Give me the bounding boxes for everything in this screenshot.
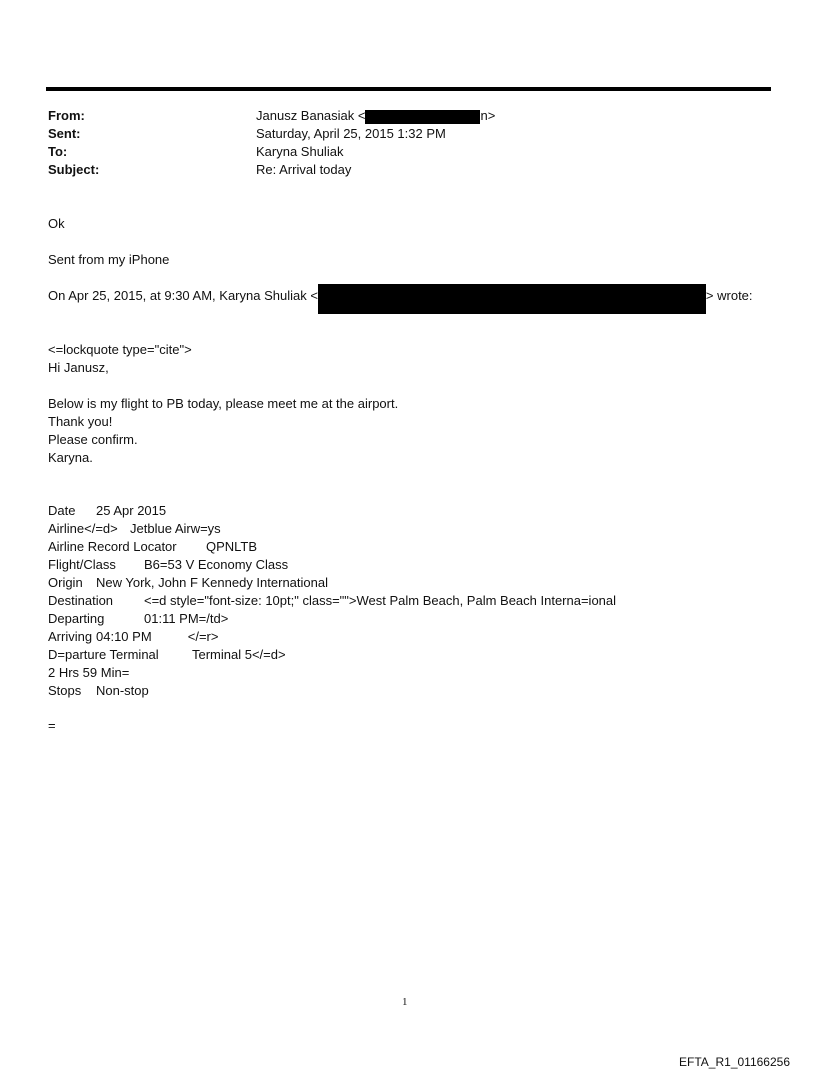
sent-value: Saturday, April 25, 2015 1:32 PM	[256, 126, 446, 141]
itinerary-value: Non-stop	[96, 683, 149, 698]
itinerary-value: 04:10 PM </=r>	[96, 629, 219, 644]
itinerary-label: Flight/Class	[48, 557, 116, 572]
message-line: Below is my flight to PB today, please meet me at the airport.	[48, 396, 399, 411]
document-id: EFTA_R1_01166256	[679, 1055, 790, 1069]
itinerary-row	[48, 538, 257, 556]
itinerary-label: Departing	[48, 611, 105, 626]
from-value	[256, 107, 495, 125]
itinerary-label: Stops	[48, 683, 82, 698]
signature: Sent from my iPhone	[48, 252, 170, 267]
subject-label: Subject:	[48, 162, 100, 177]
itinerary-row	[48, 520, 221, 538]
itinerary-row	[48, 628, 218, 646]
redaction-box	[318, 284, 706, 314]
itinerary-label: Destination	[48, 593, 114, 608]
itinerary-label: Origin	[48, 575, 83, 590]
itinerary-label: 2 Hrs 59 Min=	[48, 665, 130, 680]
itinerary-label: Airline Record Locator	[48, 539, 177, 554]
message-line: Please confirm.	[48, 432, 138, 447]
page-number: 1	[402, 996, 408, 1008]
header-rule	[46, 87, 771, 91]
itinerary-row	[48, 610, 228, 628]
from-name: Janusz Banasiak <	[256, 108, 366, 123]
itinerary-row	[48, 574, 328, 592]
greeting: Hi Janusz,	[48, 360, 109, 375]
subject-value: Re: Arrival today	[256, 162, 352, 177]
sent-label: Sent:	[48, 126, 81, 141]
trailing-char: =	[48, 718, 56, 733]
blockquote-tag: <=lockquote type="cite">	[48, 342, 192, 357]
itinerary-row	[48, 556, 288, 574]
itinerary-row	[48, 664, 129, 682]
to-label: To:	[48, 144, 68, 159]
itinerary-label: Arriving	[48, 629, 93, 644]
reply-text: Ok	[48, 216, 65, 231]
itinerary-value: QPNLTB	[206, 539, 258, 554]
from-label: From:	[48, 108, 85, 123]
from-tail: n>	[480, 108, 496, 123]
quote-intro-tail: > wrote:	[705, 288, 753, 303]
itinerary-value: Terminal 5</=d>	[192, 647, 286, 662]
itinerary-value: Jetblue Airw=ys	[130, 521, 221, 536]
itinerary-label: Date	[48, 503, 76, 518]
itinerary-row	[48, 682, 149, 700]
to-value: Karyna Shuliak	[256, 144, 344, 159]
itinerary-value: 25 Apr 2015	[96, 503, 167, 518]
itinerary-value: B6=53 V Economy Class	[144, 557, 289, 572]
quote-intro-text: On Apr 25, 2015, at 9:30 AM, Karyna Shuliak <	[48, 288, 318, 303]
itinerary-value: <=d style="font-size: 10pt;" class="">West Palm Beach, Palm Beach Interna=ional	[144, 593, 617, 608]
itinerary-row	[48, 592, 616, 610]
message-line: Thank you!	[48, 414, 113, 429]
itinerary-label: Airline</=d>	[48, 521, 118, 536]
itinerary-row	[48, 502, 166, 520]
quote-intro	[48, 287, 753, 314]
message-line: Karyna.	[48, 450, 93, 465]
itinerary-row	[48, 646, 286, 664]
itinerary-label: D=parture Terminal	[48, 647, 159, 662]
itinerary-value: 01:11 PM=/td>	[144, 611, 229, 626]
itinerary-value: New York, John F Kennedy International	[96, 575, 328, 590]
redaction-box	[365, 110, 480, 124]
